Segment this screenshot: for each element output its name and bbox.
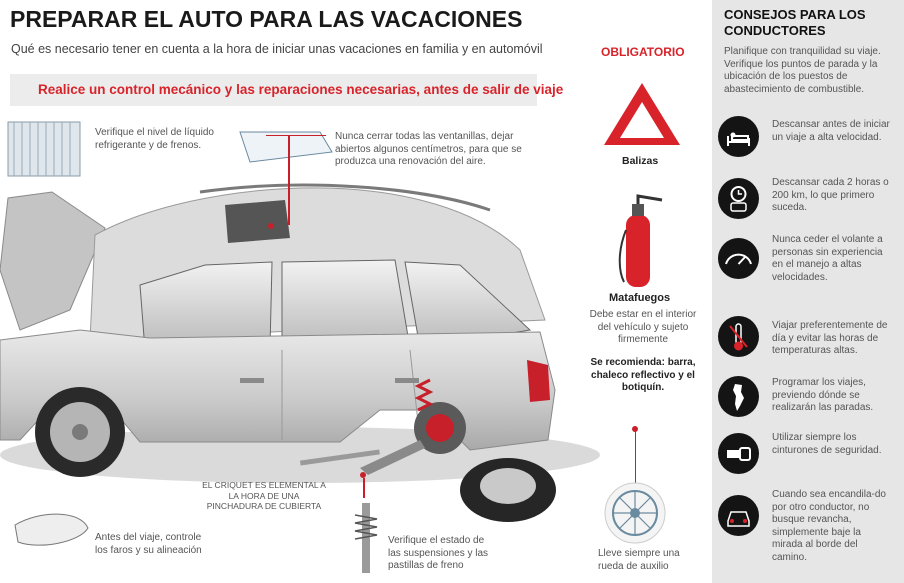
clock-icon (718, 178, 759, 219)
map-icon (718, 376, 759, 417)
page-title: PREPARAR EL AUTO PARA LAS VACACIONES (10, 6, 523, 32)
leader-dot-windows (268, 223, 274, 229)
extinguisher-note: Debe estar en el interior del vehículo y sujeto firmemente (589, 309, 697, 345)
leader-dot-spare (632, 426, 638, 432)
page-subtitle: Qué es necesario tener en cuenta a la hora de iniciar unas vacaciones en familia y en automóvil (11, 42, 543, 56)
car-front-icon (718, 495, 759, 536)
speedometer-icon (718, 238, 759, 279)
warning-triangle-icon (602, 80, 682, 148)
leader-line-windows-top (266, 135, 326, 136)
tip-text-4: Viajar preferentemente de día y evitar las horas de temperaturas altas. (772, 320, 888, 356)
seatbelt-icon (718, 433, 759, 474)
tip-text-6: Utilizar siempre los cinturones de seguridad. (772, 432, 882, 456)
note-spare: Lleve siempre una rueda de auxilio (598, 548, 680, 572)
sidebar-title: CONSEJOS PARA LOS CONDUCTORES (724, 7, 866, 38)
leader-line-windows (288, 135, 290, 225)
tip-text-5: Programar los viajes, previendo dónde se realizarán las paradas. (772, 377, 874, 413)
bed-icon (718, 116, 759, 157)
tip-text-2: Descansar cada 2 horas o 200 km, lo que primero suceda. (772, 177, 889, 213)
recommendation-note: Se recomienda: barra, chaleco reflectivo y el botiquín. (590, 357, 696, 393)
tip-text-1: Descansar antes de iniciar un viaje a alta velocidad. (772, 119, 890, 143)
leader-line-suspension (363, 478, 365, 498)
sidebar-intro: Planifique con tranquilidad su viaje. Verifique los puntos de parada y la ubicación de los puestos de abastecimiento de combustible. (724, 46, 881, 95)
extinguisher-label: Matafuegos (609, 292, 671, 304)
note-suspension: Verifique el estado de las suspensiones y las pastillas de freno (388, 535, 489, 571)
note-jack: EL CRIQUET ES ELEMENTAL A LA HORA DE UNA PINCHADURA DE CUBIERTA (202, 480, 326, 511)
tip-text-3: Nunca ceder el volante a personas sin experiencia en el manejo a altas velocidades. (772, 234, 883, 283)
leader-dot-suspension (360, 472, 366, 478)
note-windows: Nunca cerrar todas las ventanillas, dejar abiertos algunos centímetros, para que se produzca una renovación del aire. (335, 131, 522, 167)
thermometer-icon (718, 316, 759, 357)
balizas-label: Balizas (622, 155, 659, 167)
tip-text-7: Cuando sea encandila-do por otro conductor, no busque revancha, simplemente baje la mirada al borde del camino. (772, 489, 886, 563)
note-radiator: Verifique el nivel de líquido refrigerante y de frenos. (95, 127, 214, 151)
car-illustration (0, 110, 600, 583)
banner-text: Realice un control mecánico y las reparaciones necesarias, antes de salir de viaje (38, 82, 564, 97)
fire-extinguisher-icon (618, 190, 668, 290)
wheel-icon (600, 480, 670, 545)
mandatory-heading: OBLIGATORIO (601, 45, 685, 59)
note-headlights: Antes del viaje, controle los faros y su alineación (95, 532, 202, 556)
